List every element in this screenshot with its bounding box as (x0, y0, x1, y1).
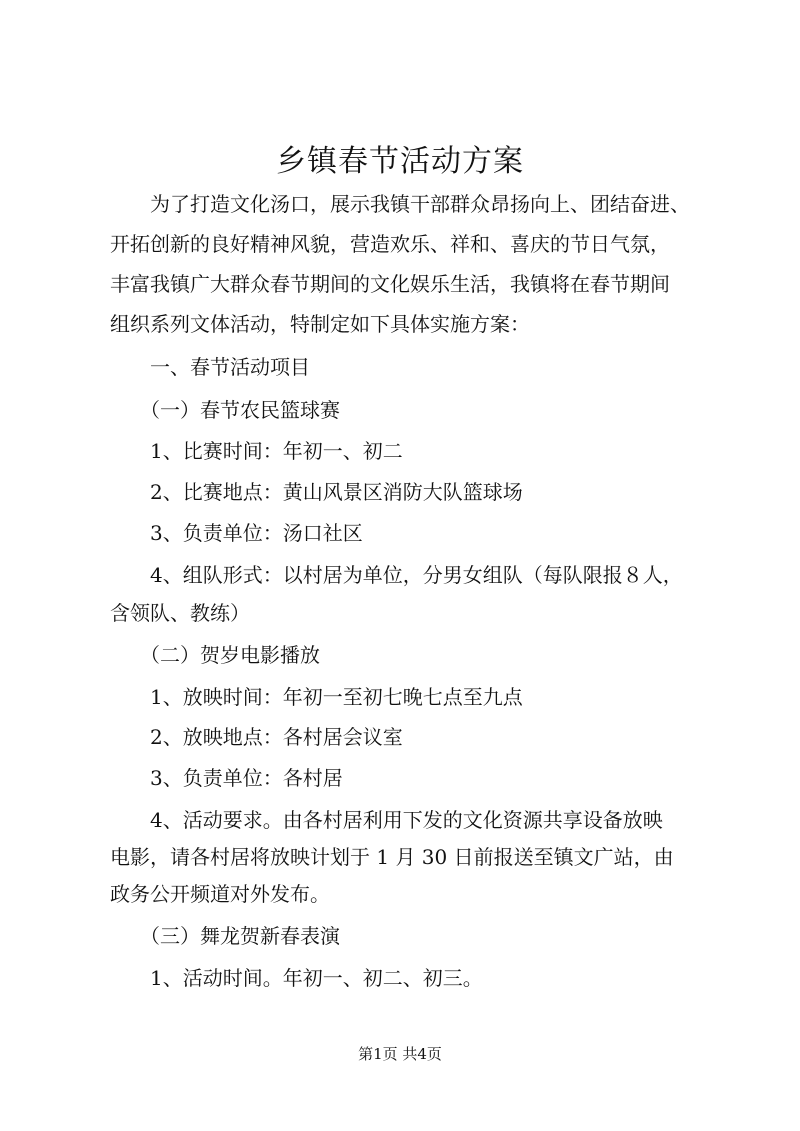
paragraph-line: 丰富我镇广大群众春节期间的文化娱乐生活，我镇将在春节期间 (110, 272, 670, 296)
list-item: 3、负责单位：汤口社区 (110, 521, 363, 545)
subsection-heading: （二）贺岁电影播放 (110, 643, 320, 667)
page-number: 第1页 共4页 (358, 1045, 442, 1063)
paragraph-line: 为了打造文化汤口，展示我镇干部群众昂扬向上、团结奋进、 (110, 192, 690, 216)
subsection-heading: （一）春节农民篮球赛 (110, 398, 340, 422)
paragraph-line: 开拓创新的良好精神风貌，营造欢乐、祥和、喜庆的节日气氛， (110, 232, 670, 256)
list-item: 2、放映地点：各村居会议室 (110, 725, 403, 749)
subsection-heading: （三）舞龙贺新春表演 (110, 924, 340, 948)
list-item: 4、活动要求。由各村居利用下发的文化资源共享设备放映 (110, 808, 663, 832)
list-item: 2、比赛地点：黄山风景区消防大队篮球场 (110, 480, 523, 504)
list-item: 1、活动时间。年初一、初二、初三。 (110, 966, 483, 990)
list-item-continuation: 电影，请各村居将放映计划于 1 月 30 日前报送至镇文广站，由 (110, 845, 674, 869)
document-title: 乡镇春节活动方案 (276, 144, 524, 179)
paragraph-line: 组织系列文体活动，特制定如下具体实施方案： (110, 312, 530, 336)
list-item: 1、放映时间：年初一至初七晚七点至九点 (110, 685, 523, 709)
list-item: 1、比赛时间：年初一、初二 (110, 439, 403, 463)
list-item: 4、组队形式：以村居为单位，分男女组队（每队限报８人， (110, 563, 683, 587)
section-heading: 一、春节活动项目 (110, 355, 310, 379)
list-item: 3、负责单位：各村居 (110, 766, 343, 790)
list-item-continuation: 政务公开频道对外发布。 (110, 882, 330, 906)
list-item-continuation: 含领队、教练） (110, 601, 250, 625)
